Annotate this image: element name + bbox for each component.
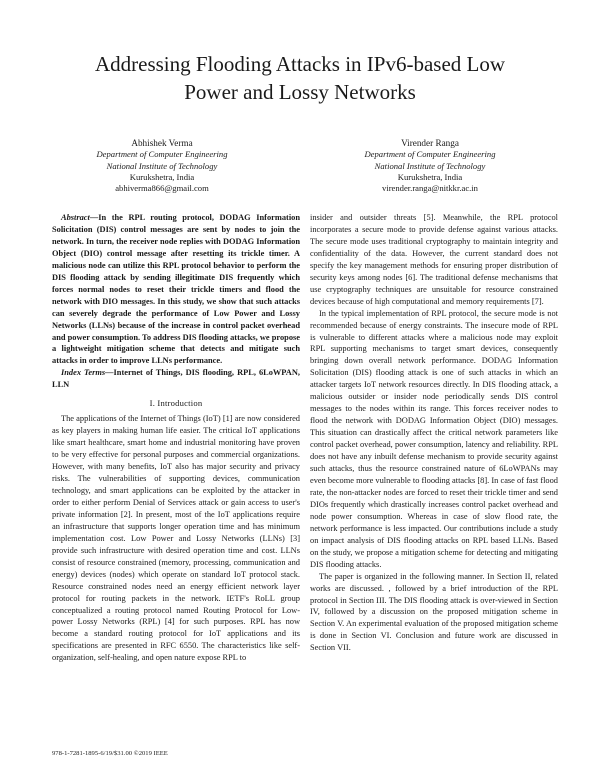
right-column	[310, 212, 558, 654]
author-location: Kurukshetra, India	[397, 171, 463, 182]
author-name: Virender Ranga	[401, 138, 459, 148]
index-terms-label: Index Terms—	[61, 368, 114, 378]
body-paragraph-2: In the typical implementation of RPL protocol, the secure mode is not recommended because of energy constraints. The insecure mode of RPL is vulnerable to different attacks where a malicious node may exploit RPL supporting mechanisms to target smart devices, consequently bringing down overall network performance. DODAG Information Solicitation (DIS) flooding attack is one of such attacks in which an attacker targets IoT network resources directly. In DIS flooding attack, a malicious outsider or insider node periodically sends DIS control messages to the nodes within its range. This forces receiver nodes to flood the network with DODAG Information Object (DIO) messages. This situation can drastically affect the critical network parameters like control packet overhead, power consumption, latency and reliability. RPL does not have any inbuilt defense mechanism to provide security against such attacks, thus the resource constrained nature of 6LoWPANs may even become more vulnerable to flooding attacks [8]. In case of fast flood rate, the non-attacker nodes are forced to reset their trickle timer and send DIOs frequently which drastically increases control packet overhead and node power consumption. Whereas in case of slow flood rate, the network performance is less impacted. Our contributions include a study on impact analysis of DIS flooding attacks on RPL based LLNs. Based on the study, we propose a mitigation scheme for detecting and mitigating DIS flooding attacks.	[310, 308, 558, 569]
author-institution: National Institute of Technology	[106, 160, 218, 171]
abstract	[52, 212, 300, 367]
body-paragraph-3: The paper is organized in the following manner. In Section II, related works are discussed. , followed by a brief introduction of the RPL protocol in Section III. The DIS flooding attack is over-viewed in Section IV, followed by a discussion on the proposed mitigation scheme in Section V. An experimental evaluation of the proposed mitigation scheme is done in Section VI. Conclusion and future work are discussed in Section VII.	[310, 571, 558, 653]
author-location: Kurukshetra, India	[129, 171, 195, 182]
left-column	[52, 212, 300, 664]
author-email: virender.ranga@nitkkr.ac.in	[382, 183, 478, 194]
abstract-label: Abstract—	[61, 213, 99, 222]
index-terms-text: Internet of Things, DIS flooding, RPL, 6LoWPAN, LLN	[52, 368, 300, 390]
intro-paragraph: The applications of the Internet of Things (IoT) [1] are now considered as key players in making human life easier. The critical IoT applications like smart healthcare, smart home and industrial monitoring have proven to be very effective for personal purposes and commercial organizations. However, with many benefits, IoT also has major security and privacy risks. The vulnerabilities of supporting devices, communication technology, and smart applications can be exploited by the attacker in order to either perform Denial of Services attack or gain access to user's private information [2]. In present, most of the IoT applications require an infrastructure that supports longer operation time and has minimum implementation cost. Low Power and Lossy Networks (LLNs) [3] provide such infrastructure with desired operation time and cost. LLNs consist of resource constrained (memory, processing, communication and energy) devices (nodes) which operate on standard IoT protocol stack. Resource constrained nodes need an energy efficient network layer protocol for routing packets in the network. IETF's RoLL group conceptualized a routing protocol named Routing Protocol for Low-power Lossy Networks (RPL) [4] for such purposes. RPL has now become a standard routing protocol for IoT applications and its specifications are presented in RFC 6550. The characteristics like self-organization, self-healing, and open nature expose RPL to	[52, 414, 300, 663]
copyright-footer: 978-1-7281-1895-6/19/$31.00 ©2019 IEEE	[52, 750, 168, 757]
abstract-text: In the RPL routing protocol, DODAG Information Solicitation (DIS) control messages are sent by nodes to join the network. In turn, the receiver node replies with DODAG Information Object (DIO) control message after resetting its trickle timer. A malicious node can utilize this RPL protocol behavior to perform the DIS flooding attack by sending illegitimate DIS frequently which forces normal nodes to reset their trickle timers and flood the network with DIO messages. In this study, we show that such attacks can severely degrade the performance of Low Power and Lossy Networks (LLNs) because of the increase in control packet overhead and power consumption. To address DIS flooding attacks, we propose a lightweight mitigation scheme that detects and mitigate such attacks in order to improve LLNs performance.	[52, 213, 300, 366]
author-block-2	[315, 138, 545, 194]
title-line-1: Addressing Flooding Attacks in IPv6-based Low	[94, 52, 506, 76]
index-terms	[52, 367, 300, 391]
author-email: abhiverma866@gmail.com	[115, 183, 209, 194]
author-department: Department of Computer Engineering	[96, 149, 228, 160]
paper-title	[40, 50, 560, 106]
author-institution: National Institute of Technology	[374, 160, 486, 171]
author-department: Department of Computer Engineering	[364, 149, 496, 160]
author-block-1	[47, 138, 277, 194]
title-line-2: Power and Lossy Networks	[184, 80, 416, 104]
body-paragraph-1: insider and outsider threats [5]. Meanwhile, the RPL protocol incorporates a secure mode to provide defense against various attacks. The secure mode uses traditional cryptography to maintain integrity and confidentiality of the data. However, the current standard does not specify the key management methods for ensuring proper distribution of security keys among nodes [6]. The traditional defense mechanisms that use cryptography techniques are unsuitable for resource constrained devices because of high computational and memory requirements [7].	[310, 213, 558, 306]
section-heading-introduction: I. Introduction	[149, 398, 203, 409]
author-name: Abhishek Verma	[131, 138, 193, 148]
